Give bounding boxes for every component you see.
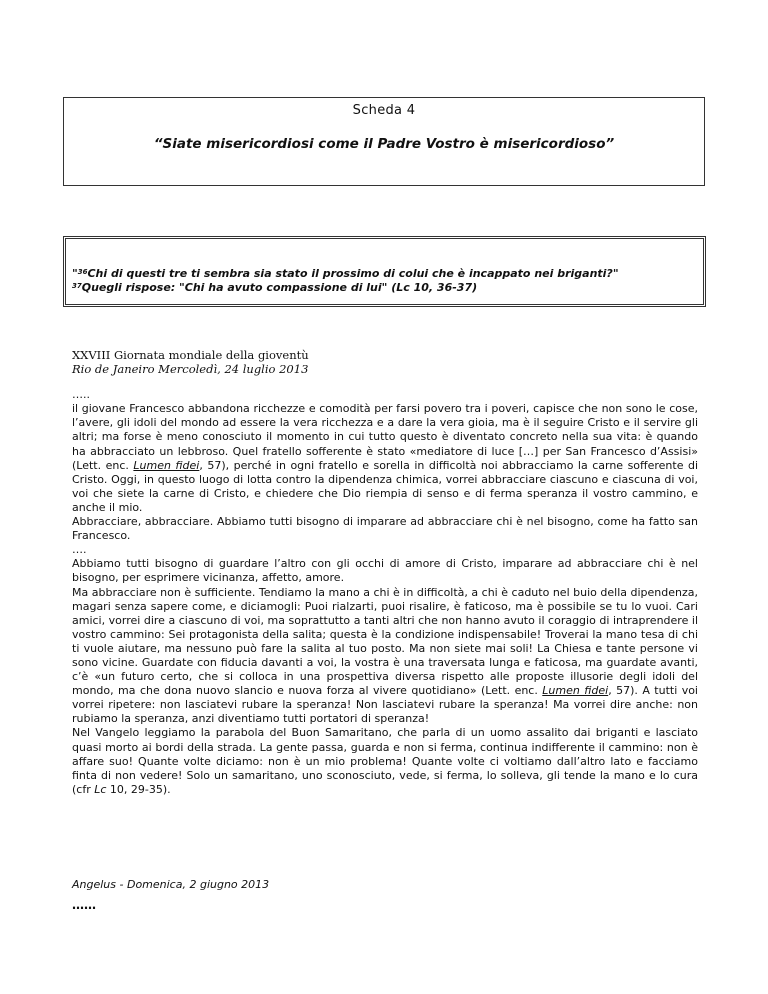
paragraph-2: Abbracciare, abbracciare. Abbiamo tutti bisogno di imparare ad abbracciare chi è nel bisogno, come ha fatto san Francesco. xyxy=(72,515,698,543)
angelus-heading: Angelus - Domenica, 2 giugno 2013 xyxy=(72,878,270,891)
paragraph-4 xyxy=(72,586,698,727)
quote-box xyxy=(63,236,706,307)
scheda-label: Scheda 4 xyxy=(352,103,416,118)
paragraph-5-text-b: 10, 29-35). xyxy=(106,782,171,796)
paragraph-4-text-b: , 57). A tutti voi vorrei ripetere: non lasciatevi rubare la speranza! Non lasciatevi rubare la speranza! Ma vorrei dire anche: non rubiamo la speranza, anzi diventiamo tutti portatori di speranza! xyxy=(72,684,698,726)
quote-line-2 xyxy=(72,281,477,294)
lumen-fidei-link-2: Lumen fidei xyxy=(542,684,609,698)
paragraph-1-text-b: , 57), perché in ogni fratello e sorella in difficoltà noi abbracciamo la carne sofferente di Cristo. Oggi, in questo luogo di lotta contro la dipendenza chimica, vorrei abbracciare ciascuno e ciascuna di voi, voi che siete la carne di Cristo, e chiedere che Dio riempia di senso e di ferma speranza il vostro cammino, e anche il mio. xyxy=(72,458,699,514)
angelus-ellipsis: …… xyxy=(72,898,96,912)
quote-line-1 xyxy=(72,267,619,280)
section-subtitle: Rio de Janeiro Mercoledì, 24 luglio 2013 xyxy=(72,362,309,377)
document-body xyxy=(72,348,698,797)
paragraph-1-text-a: il giovane Francesco abbandona ricchezze e comodità per farsi povero tra i poveri, capisce che non sono le cose, l’avere, gli idoli del mondo ad essere la vera ricchezza e a dare la vera gioia, ma è il seguire Cristo e il servire gli altri; ma forse è meno conosciuto il momento in cui tutto questo è diventato concreto nella sua vita: è quando ha abbracciato un lebbroso. Quel fratello sofferente è stato «mediatore di luce […] per San Francesco d’Assisi» (Lett. enc. xyxy=(72,402,698,472)
verse-number-36: 36 xyxy=(77,268,88,276)
scheda-title: “Siate misericordiosi come il Padre Vostro è misericordioso” xyxy=(153,136,615,152)
quote-open: " xyxy=(72,267,78,280)
luke-abbrev: Lc xyxy=(94,782,107,796)
scheda-box xyxy=(63,97,705,186)
paragraph-4-text-a: Ma abbracciare non è sufficiente. Tendiamo la mano a chi è in difficoltà, a chi è caduto nel buio della dipendenza, magari senza sapere come, e diciamogli: Puoi rialzarti, puoi risalire, è faticoso, ma è possibile se tu lo vuoi. Cari amici, vorrei dire a ciascuno di voi, ma soprattutto a tanti altri che non hanno avuto il coraggio di intraprendere il vostro cammino: Sei protagonista della salita; questa è la condizione indispensabile! Troverai la mano tesa di chi ti vuole aiutare, ma nessuno può fare la salita al tuo posto. Ma non siete mai soli! La Chiesa e tante persone vi sono vicine. Guardate con fiducia davanti a voi, la vostra è una traversata lunga e faticosa, ma guardate avanti, c’è «un futuro certo, che si colloca in una prospettiva diversa rispetto alle proposte illusorie degli idoli del mondo, ma che dona nuovo slancio e nuova forza al vivere quotidiano» (Lett. enc. xyxy=(72,585,698,698)
lumen-fidei-link-1: Lumen fidei xyxy=(133,458,200,472)
ellipsis-1: ….. xyxy=(72,388,90,402)
paragraph-5 xyxy=(72,726,698,796)
verse-36-text: Chi di questi tre ti sembra sia stato il prossimo di colui che è incappato nei briganti?" xyxy=(87,267,619,280)
paragraph-1 xyxy=(72,402,698,515)
paragraph-5-text-a: Nel Vangelo leggiamo la parabola del Buon Samaritano, che parla di un uomo assalito dai briganti e lasciato quasi morto ai bordi della strada. La gente passa, guarda e non si ferma, continua indifferente il cammino: non è affare suo! Quante volte diciamo: non è un mio problema! Quante volte ci voltiamo dall’altro lato e facciamo finta di non vedere! Solo un samaritano, uno sconosciuto, vede, si ferma, lo solleva, gli tende la mano e lo cura (cfr xyxy=(72,726,698,796)
verse-number-37: 37 xyxy=(72,282,82,290)
section-title: XXVIII Giornata mondiale della gioventù xyxy=(72,348,309,362)
ellipsis-2: …. xyxy=(72,543,87,557)
paragraph-3: Abbiamo tutti bisogno di guardare l’altro con gli occhi di amore di Cristo, imparare ad abbracciare chi è nel bisogno, per esprimere vicinanza, affetto, amore. xyxy=(72,557,698,585)
verse-37-text: Quegli rispose: "Chi ha avuto compassione di lui" (Lc 10, 36-37) xyxy=(81,281,478,294)
